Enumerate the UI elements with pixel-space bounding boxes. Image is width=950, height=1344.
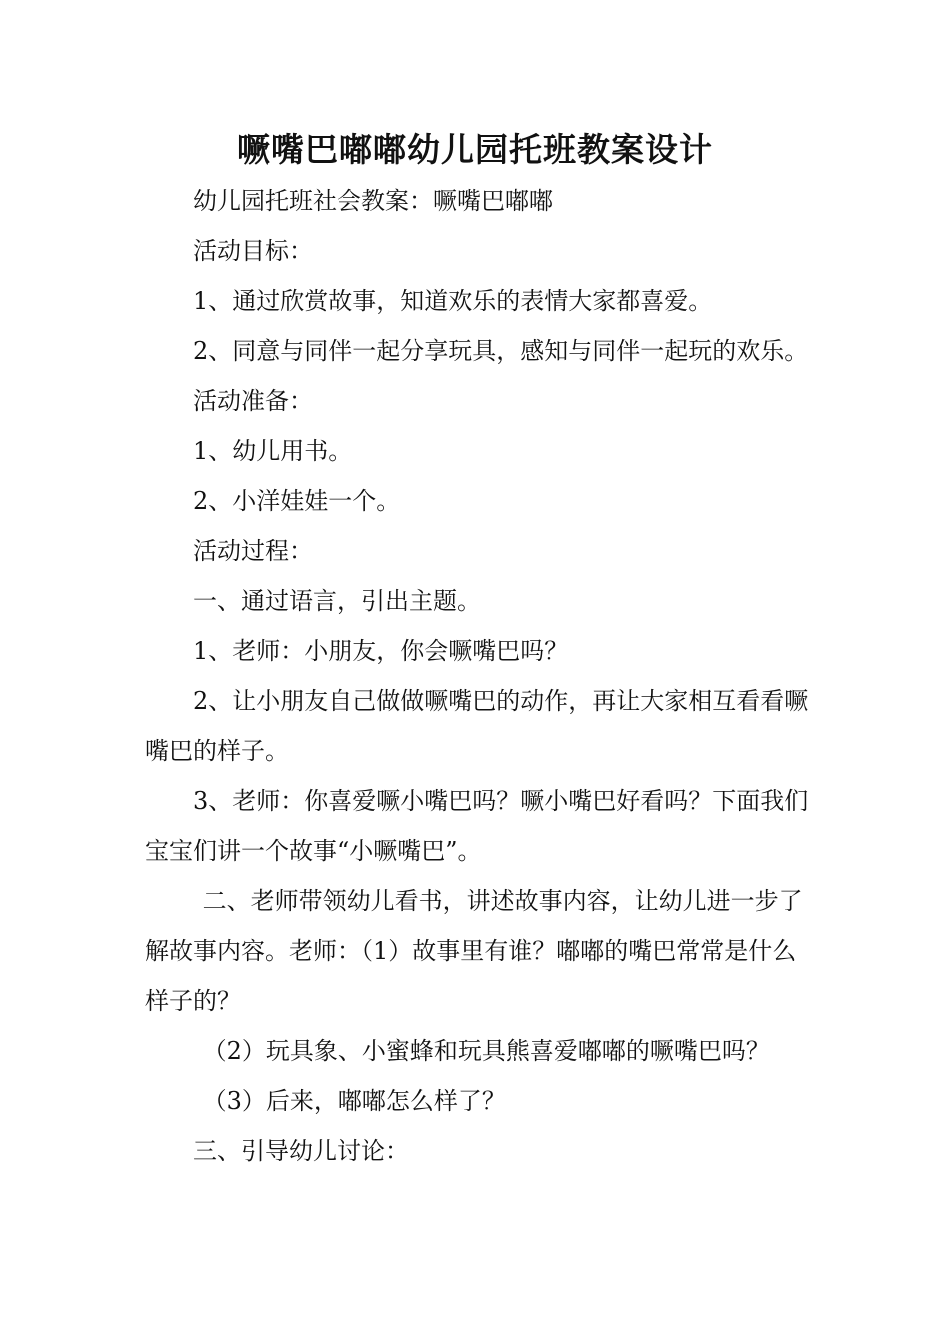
document-body [145, 176, 810, 1176]
paragraph-goal-2: 2、同意与同伴一起分享玩具，感知与同伴一起玩的欢乐。 [193, 337, 809, 365]
paragraph-subtitle: 幼儿园托班社会教案：噘嘴巴嘟嘟 [193, 187, 553, 215]
paragraph-goals-heading: 活动目标： [193, 237, 313, 265]
paragraph-prep-1: 1、幼儿用书。 [193, 437, 353, 465]
paragraph-question-3: （3）后来，嘟嘟怎么样了？ [202, 1087, 506, 1115]
document-title: 噘嘴巴嘟嘟幼儿园托班教案设计 [237, 130, 713, 169]
paragraph-step-one-3: 3、老师：你喜爱噘小嘴巴吗？噘小嘴巴好看吗？下面我们宝宝们讲一个故事“小噘嘴巴”。 [145, 787, 809, 865]
paragraph-goal-1: 1、通过欣赏故事，知道欢乐的表情大家都喜爱。 [193, 287, 713, 315]
paragraph-step-one-1: 1、老师：小朋友，你会噘嘴巴吗？ [193, 637, 569, 665]
paragraph-question-2: （2）玩具象、小蜜蜂和玩具熊喜爱嘟嘟的噘嘴巴吗？ [202, 1037, 770, 1065]
paragraph-step-three: 三、引导幼儿讨论： [193, 1137, 409, 1165]
paragraph-step-one: 一、通过语言，引出主题。 [193, 587, 481, 615]
paragraph-step-one-2: 2、让小朋友自己做做噘嘴巴的动作，再让大家相互看看噘嘴巴的样子。 [145, 687, 809, 765]
paragraph-step-two: 二、老师带领幼儿看书，讲述故事内容，让幼儿进一步了解故事内容。老师：（1）故事里有谁？嘟嘟的嘴巴常常是什么样子的？ [145, 887, 803, 1015]
paragraph-prep-2: 2、小洋娃娃一个。 [193, 487, 401, 515]
paragraph-prep-heading: 活动准备： [193, 387, 313, 415]
paragraph-process-heading: 活动过程： [193, 537, 313, 565]
